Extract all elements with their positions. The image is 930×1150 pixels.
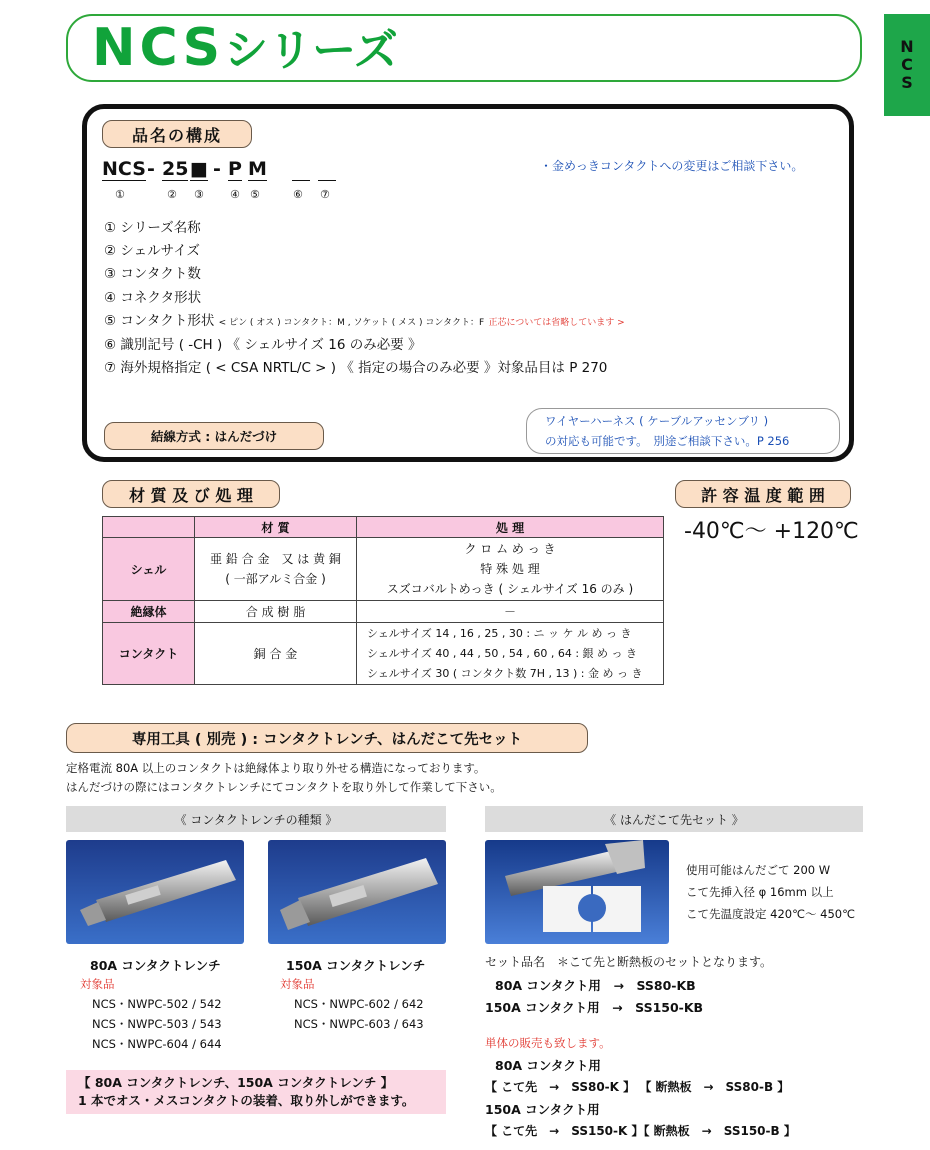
row-treatment: － (357, 601, 664, 623)
row-treatment: ク ロ ム め っ き 特 殊 処 理 スズコバルトめっき ( シェルサイズ 16 のみ ) (357, 538, 664, 601)
row-part: 絶縁体 (103, 601, 195, 623)
table-header-row (103, 517, 664, 538)
side-tab-letter: S (901, 73, 913, 92)
iron-spec: こて先挿入径 φ 16mm 以上 (686, 885, 834, 899)
code-blank-6 (292, 180, 310, 181)
table-row (103, 623, 664, 685)
composition-item-1: ① シリーズ名称 (104, 220, 201, 236)
table-header-blank (103, 517, 195, 538)
soldering-tip-set-photo (485, 840, 669, 944)
single-150a-label: 150A コンタクト用 (485, 1102, 600, 1117)
wrench-note-line2: 1 本でオス・メスコンタクトの装着、取り外しができます。 (78, 1093, 415, 1108)
row-part: シェル (103, 538, 195, 601)
side-tab-letter: N (900, 37, 914, 56)
composition-heading: 品名の構成 (102, 120, 252, 148)
table-row (103, 538, 664, 601)
side-index-tab[interactable] (884, 14, 930, 116)
composition-item-4: ④ コネクタ形状 (104, 290, 202, 306)
row-part: コンタクト (103, 623, 195, 685)
wrench-note-box (66, 1070, 446, 1114)
temperature-range: -40℃～ +120℃ (684, 519, 859, 544)
harness-note-line1: ワイヤーハーネス ( ケーブルアッセンブリ ) (545, 414, 769, 428)
row-material: 銅 合 金 (195, 623, 357, 685)
temperature-heading: 許 容 温 度 範 囲 (675, 480, 851, 508)
code-num: ⑦ (320, 188, 330, 201)
composition-item-6: ⑥ 識別記号 ( -CH ) 《 シェルサイズ 16 のみ必要 》 (104, 337, 422, 353)
composition-item-3: ③ コンタクト数 (104, 266, 201, 282)
row-treatment: シェルサイズ 14 , 16 , 25 , 30 : ニ ッ ケ ル め っ き シェルサイズ 40 , 44 , 50 , 54 , 60 , 64 : 銀 め っ き シェルサイズ 30 ( コンタクト数 7H , 13 ) : 金 め っ き (357, 623, 664, 685)
wrench-150a-photo (268, 840, 446, 944)
gold-plating-note: ・金めっきコンタクトへの変更はご相談下さい。 (540, 159, 804, 173)
wrench-section-header: 《 コンタクトレンチの種類 》 (66, 806, 446, 832)
tools-intro-line1: 定格電流 80A 以上のコンタクトは絶縁体より取り外せる構造になっております。 (66, 761, 486, 775)
wrench-80a-photo (66, 840, 244, 944)
wrench-80a-target-label: 対象品 (80, 977, 115, 991)
composition-item-2: ② シェルサイズ (104, 243, 201, 259)
materials-table (102, 516, 664, 685)
code-dash: - (213, 158, 221, 180)
code-num: ⑤ (250, 188, 260, 201)
wrench-80a-target: NCS・NWPC-503 / 543 (92, 1017, 222, 1031)
single-150a-line: 【 こて先 → SS150-K 】【 断熱板 → SS150-B 】 (485, 1124, 796, 1138)
code-num: ② (167, 188, 177, 201)
code-contact-type: M (248, 158, 267, 180)
code-contact-count: ■ (190, 158, 208, 180)
wrench-150a-target: NCS・NWPC-602 / 642 (294, 997, 424, 1011)
wrench-note-line1: 【 80A コンタクトレンチ、150A コンタクトレンチ 】 (78, 1075, 394, 1090)
wrench-150a-name: 150A コンタクトレンチ (286, 958, 426, 973)
side-tab-letter: C (901, 55, 913, 74)
code-num: ③ (194, 188, 204, 201)
wrench-80a-target: NCS・NWPC-502 / 542 (92, 997, 222, 1011)
code-num: ① (115, 188, 125, 201)
code-series: NCS (102, 158, 146, 180)
composition-item-7: ⑦ 海外規格指定 ( < CSA NRTL/C > ) 《 指定の場合のみ必要 》対象品目は P 270 (104, 360, 608, 376)
code-shape: P (228, 158, 242, 180)
iron-spec: 使用可能はんだごて 200 W (686, 863, 831, 877)
harness-note-box (526, 408, 840, 454)
tools-intro-line2: はんだづけの際にはコンタクトレンチにてコンタクトを取り外して作業して下さい。 (66, 780, 502, 794)
tools-heading: 専用工具 ( 別売 ) : コンタクトレンチ、はんだこて先セット (66, 723, 588, 753)
table-row (103, 601, 664, 623)
wiring-method-label: 結線方式 : はんだづけ (104, 422, 324, 450)
code-dash: - (147, 158, 155, 180)
table-header-treatment: 処 理 (357, 517, 664, 538)
wrench-80a-name: 80A コンタクトレンチ (90, 958, 221, 973)
row-material: 亜 鉛 合 金 又 は 黄 銅 ( 一部アルミ合金 ) (195, 538, 357, 601)
wrench-150a-target: NCS・NWPC-603 / 643 (294, 1017, 424, 1031)
page-title: NCSシリーズ (92, 18, 398, 78)
harness-note-line2: の対応も可能です。 別途ご相談下さい。P 256 (545, 434, 790, 448)
table-header-material: 材 質 (195, 517, 357, 538)
code-num: ⑥ (293, 188, 303, 201)
solder-section-header: 《 はんだこて先セット 》 (485, 806, 863, 832)
code-shell-size: 25 (162, 158, 189, 180)
set-row-150a: 150A コンタクト用 → SS150-KB (485, 1000, 704, 1015)
code-blank-7 (318, 180, 336, 181)
single-80a-line: 【 こて先 → SS80-K 】 【 断熱板 → SS80-B 】 (485, 1080, 790, 1094)
single-80a-label: 80A コンタクト用 (495, 1058, 601, 1073)
wrench-80a-target: NCS・NWPC-604 / 644 (92, 1037, 222, 1051)
composition-item-5: ⑤ コンタクト形状 < ピン ( オス ) コンタクト：M , ソケット ( メス ) コンタクト：F 正芯については省略しています > (104, 313, 625, 329)
code-num: ④ (230, 188, 240, 201)
single-sale-note: 単体の販売も致します。 (485, 1036, 611, 1050)
row-material: 合 成 樹 脂 (195, 601, 357, 623)
set-name-line: セット品名 ＊こて先と断熱板のセットとなります。 (485, 955, 773, 969)
wrench-150a-target-label: 対象品 (280, 977, 315, 991)
iron-spec: こて先温度設定 420℃～ 450℃ (686, 907, 856, 921)
materials-heading: 材 質 及 び 処 理 (102, 480, 280, 508)
set-row-80a: 80A コンタクト用 → SS80-KB (495, 978, 696, 993)
